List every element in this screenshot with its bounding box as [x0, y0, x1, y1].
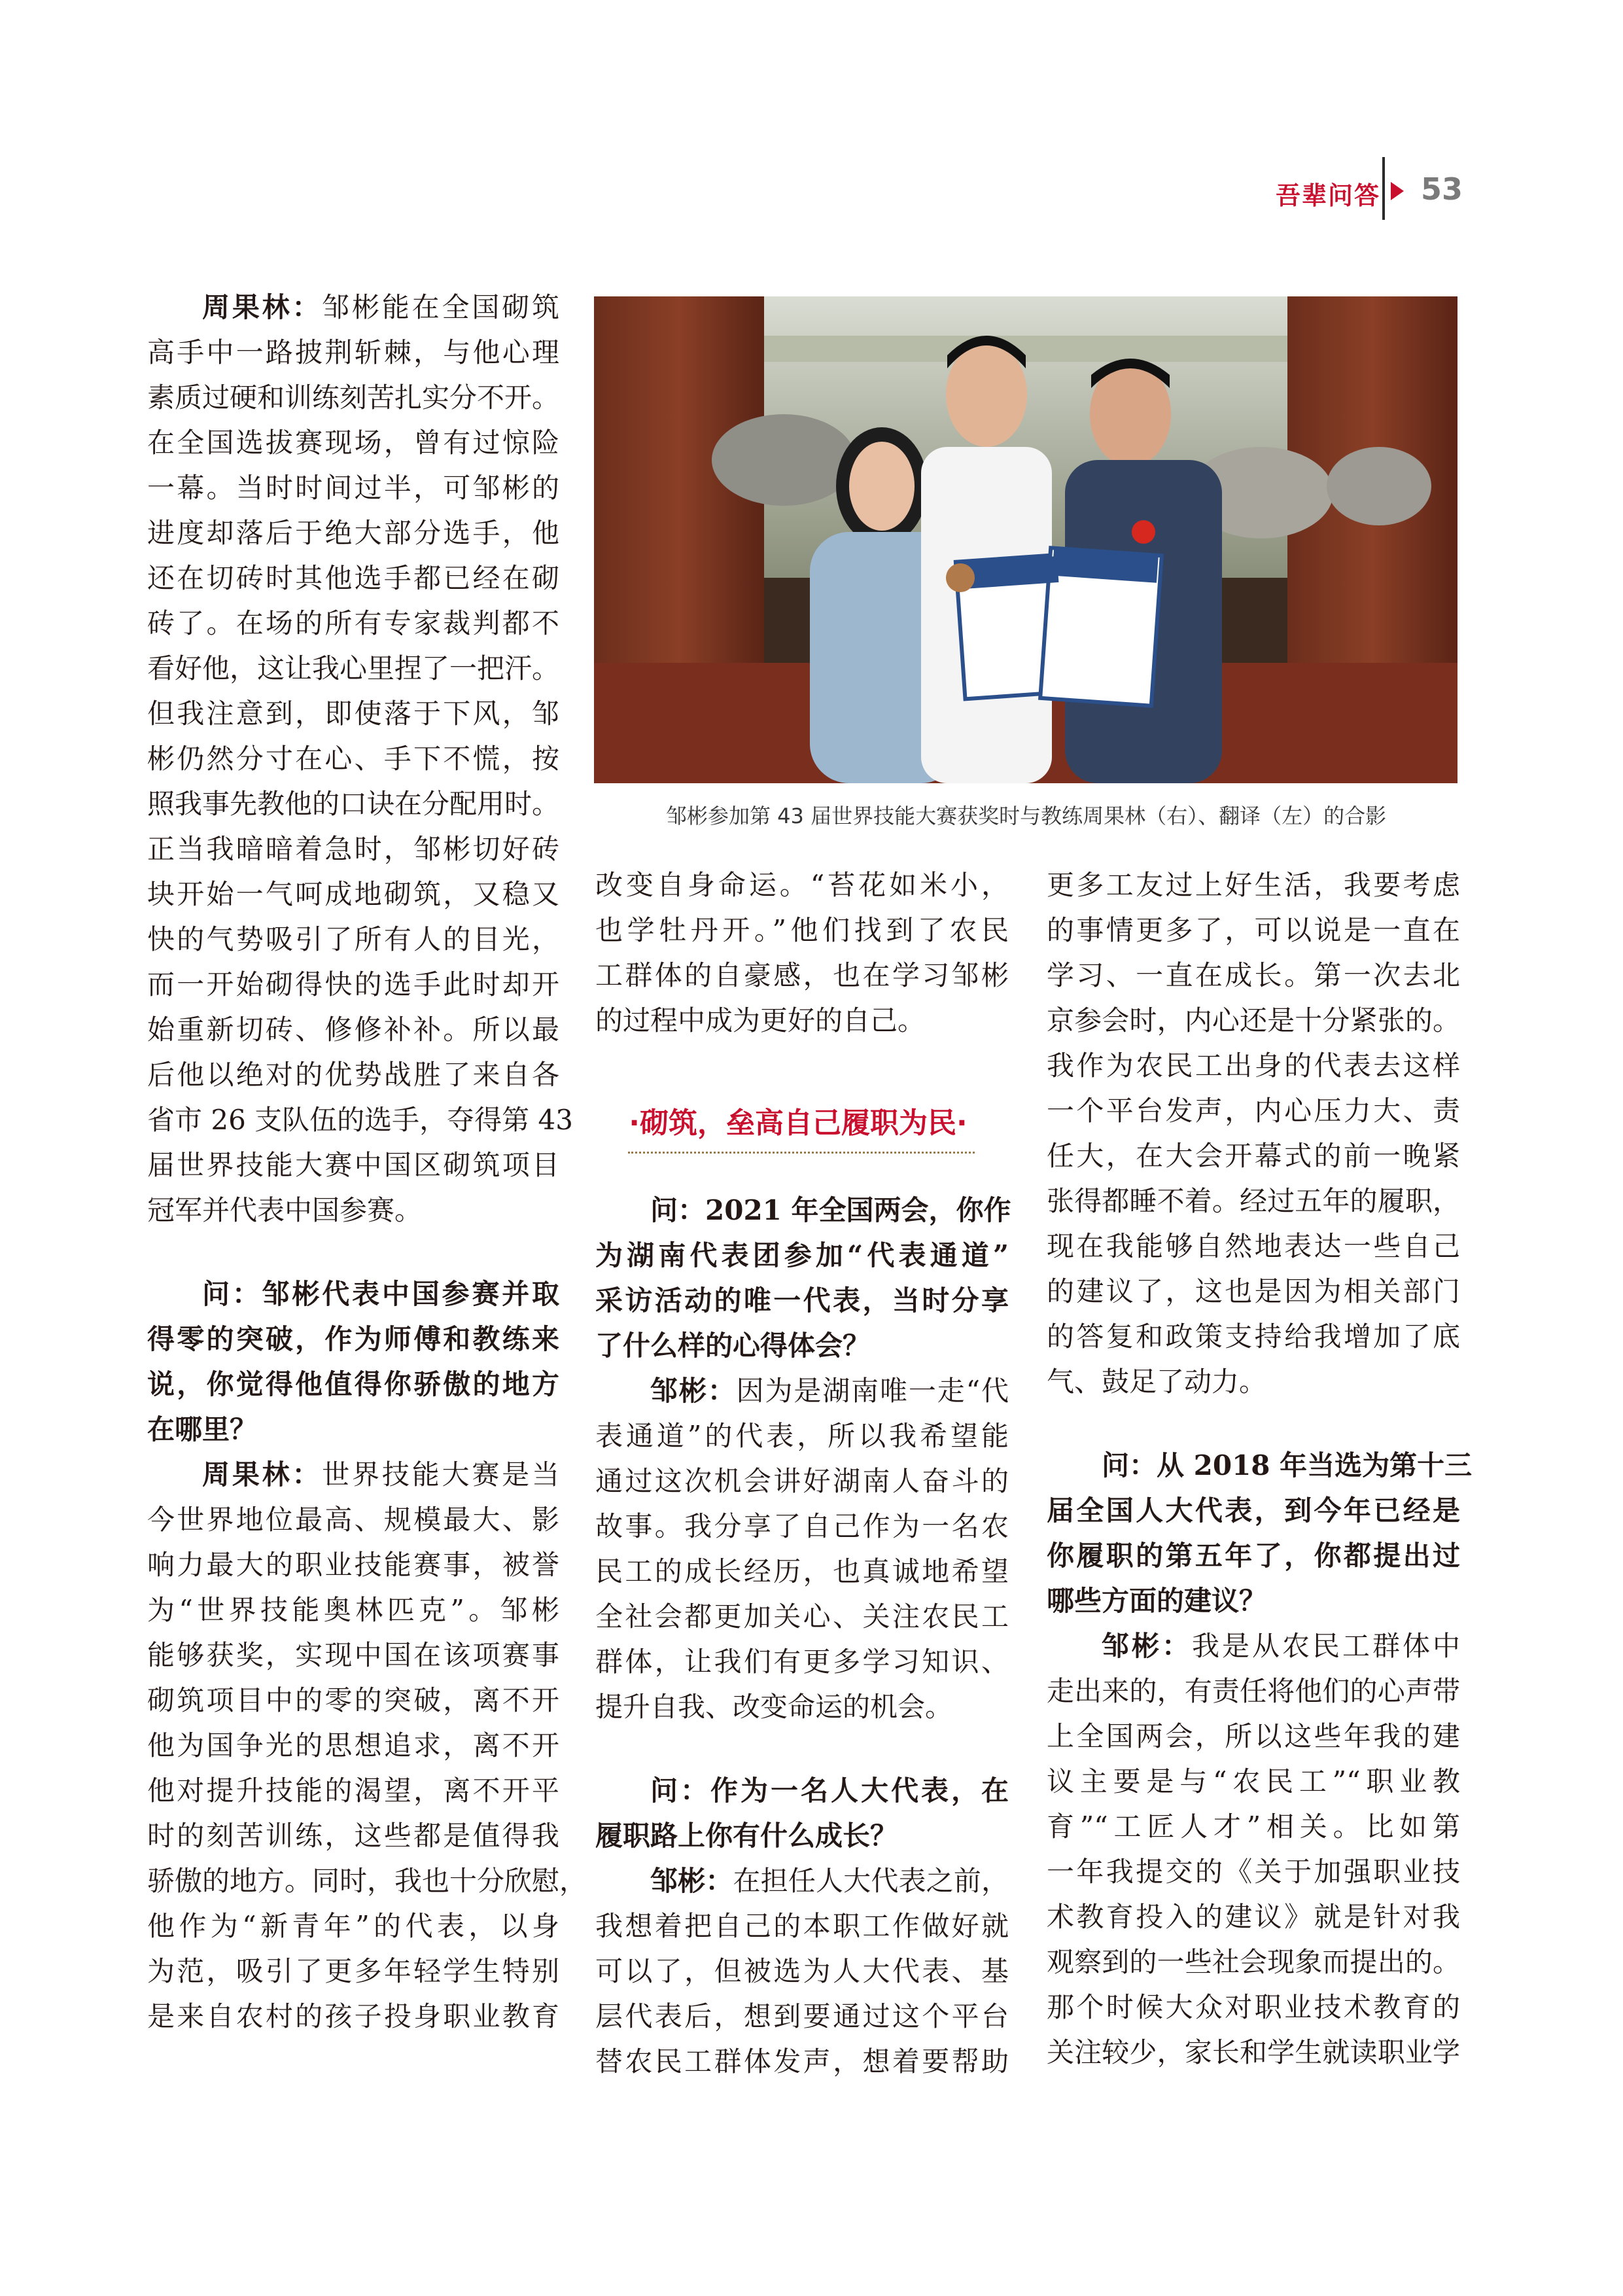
text-line: 砖了。在场的所有专家裁判都不 [147, 607, 559, 639]
text-line: 问：作为一名人大代表，在 [650, 1774, 1009, 1807]
text-line: 能够获奖，实现中国在该项赛事 [147, 1638, 559, 1671]
text-line: 说，你觉得他值得你骄傲的地方 [147, 1368, 559, 1400]
text-line: 块开始一气呵成地砌筑，又稳又 [147, 878, 559, 910]
text-line: 采访活动的唯一代表，当时分享 [595, 1284, 1009, 1316]
text-line: 更多工友过上好生活，我要考虑 [1047, 869, 1460, 901]
text-line: 改变自身命运。“苔花如米小， [595, 869, 1009, 901]
text-line: 气、鼓足了动力。 [1047, 1366, 1267, 1398]
section-divider [628, 1152, 975, 1154]
text-line: 时的刻苦训练，这些都是值得我 [147, 1819, 559, 1852]
text-line: 履职路上你有什么成长？ [595, 1819, 898, 1852]
speaker-label: 邹彬： [1102, 1629, 1192, 1662]
text-line: 育”“工匠人才”相关。比如第 [1047, 1810, 1460, 1843]
section-title: 吾辈问答 [1276, 181, 1381, 210]
text-line: 为范，吸引了更多年轻学生特别 [147, 1954, 559, 1987]
text-line: 术教育投入的建议》就是针对我 [1047, 1900, 1460, 1933]
text-line: 表通道”的代表，所以我希望能 [595, 1420, 1009, 1452]
text-line: 届全国人大代表，到今年已经是 [1047, 1494, 1460, 1527]
text-line: 是来自农村的孩子投身职业教育 [147, 2000, 559, 2032]
text-line: 届世界技能大赛中国区砌筑项目 [147, 1149, 559, 1181]
section-heading: ·砌筑，垒高自己履职为民· [629, 1106, 968, 1140]
text-line: 走出来的，有责任将他们的心声带 [1047, 1674, 1460, 1707]
speaker-label: 邹彬： [650, 1864, 733, 1897]
text-line: 一幕。当时时间过半，可邹彬的 [147, 472, 559, 504]
text-line: 民工的成长经历，也真诚地希望 [595, 1555, 1009, 1587]
text-line: 的建议了，这也是因为相关部门 [1047, 1275, 1460, 1307]
text-line: 工群体的自豪感，也在学习邹彬 [595, 959, 1009, 991]
text-line: 邹彬：在担任人大代表之前， [650, 1864, 1009, 1897]
text-line: 我作为农民工出身的代表去这样 [1047, 1050, 1460, 1082]
text-line: 那个时候大众对职业技术教育的 [1047, 1990, 1460, 2023]
text-line: 了什么样的心得体会？ [595, 1330, 871, 1362]
text-line: 省市 26 支队伍的选手，夺得第 43 [147, 1104, 573, 1136]
text-line: 周果林：世界技能大赛是当 [202, 1458, 559, 1491]
text-line: 替农民工群体发声，想着要帮助 [595, 2045, 1009, 2077]
text-line: 快的气势吸引了所有人的目光， [147, 923, 559, 955]
text-line: 也学牡丹开。”他们找到了农民 [595, 914, 1009, 946]
article-photo [594, 296, 1457, 783]
text-line: 京参会时，内心还是十分紧张的。 [1047, 1004, 1460, 1036]
text-line: 响力最大的职业技能赛事，被誉 [147, 1548, 559, 1581]
text-line: 全社会都更加关心、关注农民工 [595, 1600, 1009, 1633]
page-number: 53 [1421, 171, 1463, 207]
text-line: 通过这次机会讲好湖南人奋斗的 [595, 1465, 1009, 1497]
text-line: 高手中一路披荆斩棘，与他心理 [147, 336, 559, 368]
text-line: 一年我提交的《关于加强职业技 [1047, 1855, 1460, 1888]
text-line: 层代表后，想到要通过这个平台 [595, 2000, 1009, 2032]
text-line: 今世界地位最高、规模最大、影 [147, 1503, 559, 1536]
text-line: 周果林：邹彬能在全国砌筑 [202, 291, 559, 323]
text-line: 得零的突破，作为师傅和教练来 [147, 1322, 559, 1355]
text-line: 彬仍然分寸在心、手下不慌，按 [147, 743, 559, 775]
text-line: 看好他，这让我心里捏了一把汗。 [147, 652, 560, 684]
text-line: 上全国两会，所以这些年我的建 [1047, 1720, 1460, 1752]
text-line: 群体，让我们有更多学习知识、 [595, 1646, 1009, 1678]
speaker-label: 周果林： [202, 291, 323, 323]
text-line: 一个平台发声，内心压力大、责 [1047, 1095, 1460, 1127]
text-line: 他为国争光的思想追求，离不开 [147, 1729, 559, 1761]
text-line: 现在我能够自然地表达一些自己 [1047, 1230, 1460, 1262]
photo-illustration [594, 296, 1457, 783]
photo-caption: 邹彬参加第 43 届世界技能大赛获奖时与教练周果林（右）、翻译（左）的合影 [666, 804, 1387, 828]
text-line: 问：邹彬代表中国参赛并取 [202, 1277, 559, 1310]
text-line: 任大，在大会开幕式的前一晚紧 [1047, 1140, 1460, 1172]
text-line: 进度却落后于绝大部分选手，他 [147, 517, 559, 549]
text-line: 提升自我、改变命运的机会。 [595, 1691, 953, 1723]
text-line: 他作为“新青年”的代表，以身 [147, 1909, 559, 1942]
text-line: 素质过硬和训练刻苦扎实分不开。 [147, 381, 560, 414]
text-line: 问：2021 年全国两会，你作 [650, 1194, 1011, 1226]
speaker-label: 邹彬： [650, 1375, 737, 1407]
text-line: 照我事先教他的口诀在分配用时。 [147, 788, 560, 820]
text-line: 邹彬：我是从农民工群体中 [1102, 1629, 1460, 1662]
text-line: 可以了，但被选为人大代表、基 [595, 1954, 1009, 1987]
text-line: 但我注意到，即使落于下风，邹 [147, 698, 559, 730]
text-line: 的答复和政策支持给我增加了底 [1047, 1320, 1460, 1352]
text-line: 议主要是与“农民工”“职业教 [1047, 1765, 1460, 1797]
text-line: 的过程中成为更好的自己。 [595, 1004, 926, 1036]
speaker-label: 周果林： [202, 1458, 323, 1491]
text-line: 的事情更多了，可以说是一直在 [1047, 914, 1460, 946]
text-line: 骄傲的地方。同时，我也十分欣慰， [147, 1864, 587, 1897]
text-line: 学习、一直在成长。第一次去北 [1047, 959, 1460, 991]
text-line: 始重新切砖、修修补补。所以最 [147, 1014, 559, 1046]
text-line: 故事。我分享了自己作为一名农 [595, 1510, 1009, 1542]
text-line: 为湖南代表团参加“代表通道” [595, 1239, 1009, 1271]
text-line: 他对提升技能的渴望，离不开平 [147, 1774, 559, 1807]
text-line: 为“世界技能奥林匹克”。邹彬 [147, 1593, 559, 1626]
text-line: 而一开始砌得快的选手此时却开 [147, 968, 559, 1000]
text-line: 关注较少，家长和学生就读职业学 [1047, 2036, 1460, 2068]
text-line: 你履职的第五年了，你都提出过 [1047, 1539, 1460, 1572]
text-line: 砌筑项目中的零的突破，离不开 [147, 1684, 559, 1716]
text-line: 在全国选拔赛现场，曾有过惊险 [147, 427, 559, 459]
text-line: 张得都睡不着。经过五年的履职， [1047, 1185, 1460, 1217]
text-line: 观察到的一些社会现象而提出的。 [1047, 1945, 1460, 1978]
text-line: 后他以绝对的优势战胜了来自各 [147, 1059, 559, 1091]
text-line: 哪些方面的建议？ [1047, 1584, 1267, 1617]
header-divider [1382, 157, 1385, 220]
text-line: 冠军并代表中国参赛。 [147, 1194, 423, 1226]
header-arrow-icon [1391, 182, 1404, 200]
text-line: 正当我暗暗着急时，邹彬切好砖 [147, 833, 559, 865]
text-line: 邹彬：因为是湖南唯一走“代 [650, 1375, 1009, 1407]
text-line: 我想着把自己的本职工作做好就 [595, 1909, 1009, 1942]
text-line: 在哪里？ [147, 1413, 258, 1445]
text-line: 还在切砖时其他选手都已经在砌 [147, 562, 559, 594]
text-line: 问：从 2018 年当选为第十三 [1102, 1449, 1473, 1481]
